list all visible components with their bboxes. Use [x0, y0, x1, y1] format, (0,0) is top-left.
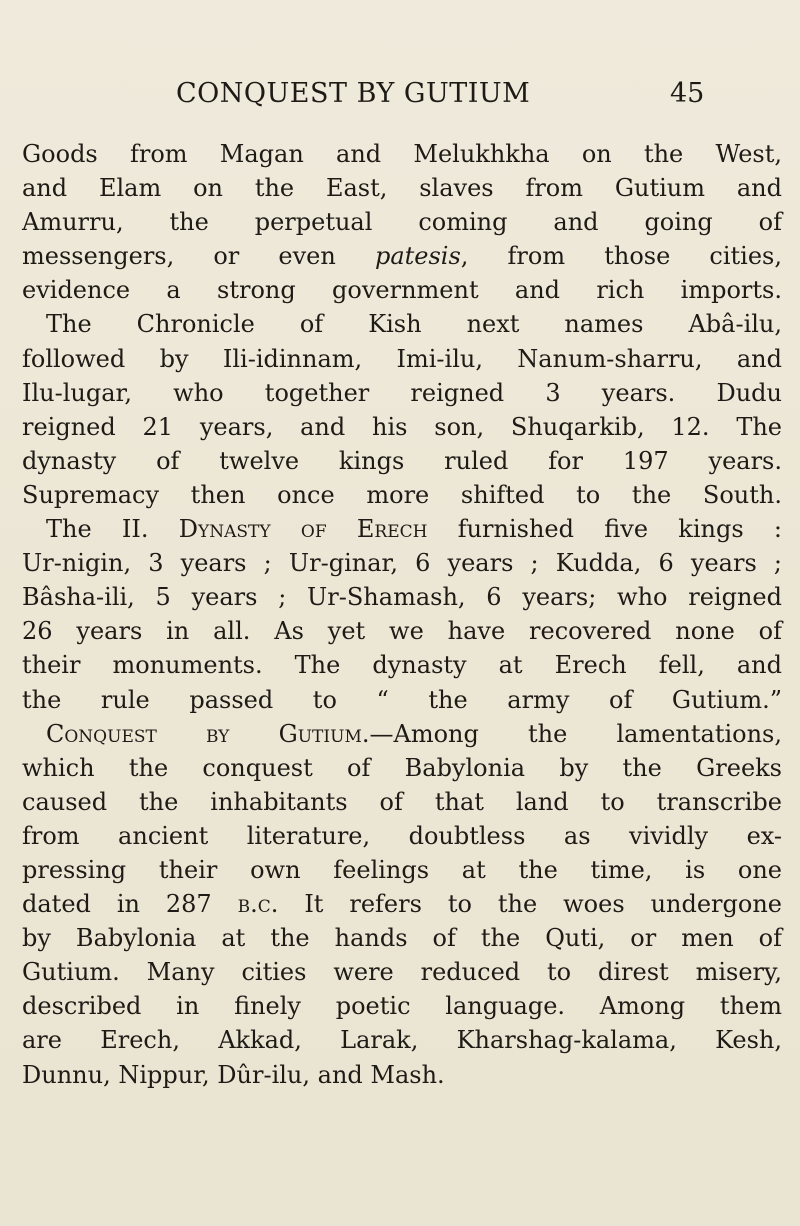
text-segment: pressing their own feelings at the time, is one: [22, 855, 782, 884]
text-segment: Gutium. Many cities were reduced to direst misery,: [22, 958, 782, 987]
text-segment: The II.: [46, 515, 179, 544]
text-line: [22, 478, 782, 512]
text-segment: It refers to the woes undergone: [278, 890, 782, 919]
text-segment: furnished five kings :: [427, 515, 783, 544]
text-line: [22, 785, 782, 819]
running-head: [0, 78, 800, 118]
text-line: [22, 921, 782, 955]
text-line: [22, 273, 782, 307]
text-line: [22, 580, 782, 614]
text-segment: The Chronicle of Kish next names Abâ-ilu,: [46, 310, 782, 339]
text-segment: evidence a strong government and rich imports.: [22, 276, 782, 305]
text-segment: —Among the lamentations,: [369, 719, 782, 748]
text-segment: which the conquest of Babylonia by the Greeks: [22, 753, 782, 782]
text-segment: their monuments. The dynasty at Erech fell, and: [22, 651, 782, 680]
small-caps-heading: Conquest by Gutium.: [46, 719, 370, 748]
text-line: [22, 1023, 782, 1057]
body-text: [22, 137, 782, 1092]
text-line: [22, 955, 782, 989]
text-line: [22, 205, 782, 239]
paragraph-first-line: [22, 717, 782, 751]
text-line: [22, 648, 782, 682]
text-line: [22, 444, 782, 478]
text-line: [22, 1058, 782, 1092]
text-line: [22, 239, 782, 273]
text-segment: are Erech, Akkad, Larak, Kharshag-kalama, Kesh,: [22, 1026, 782, 1055]
text-segment: dated in 287: [22, 890, 238, 919]
text-segment: Amurru, the perpetual coming and going of: [22, 208, 782, 237]
text-segment: Bâsha-ili, 5 years ; Ur-Shamash, 6 years; who reigned: [22, 583, 782, 612]
text-segment: and Elam on the East, slaves from Gutium and: [22, 174, 782, 203]
paragraph-first-line: [22, 512, 782, 546]
text-line: [22, 819, 782, 853]
text-line: [22, 137, 782, 171]
text-line: [22, 171, 782, 205]
text-segment: Ur-nigin, 3 years ; Ur-ginar, 6 years ; Kudda, 6 years ;: [22, 549, 782, 578]
text-segment: caused the inhabitants of that land to transcribe: [22, 787, 782, 816]
text-segment: Goods from Magan and Melukhkha on the West,: [22, 140, 782, 168]
text-segment: 26 years in all. As yet we have recovered none of: [22, 617, 782, 646]
text-segment: Dunnu, Nippur, Dûr-ilu, and Mash.: [22, 1060, 445, 1089]
text-line: [22, 614, 782, 648]
small-caps-heading: b.c.: [237, 890, 279, 919]
text-line: [22, 989, 782, 1023]
text-line: [22, 342, 782, 376]
text-line: [22, 853, 782, 887]
text-line: [22, 751, 782, 785]
text-segment: by Babylonia at the hands of the Quti, or men of: [22, 924, 782, 953]
text-segment: described in finely poetic language. Among them: [22, 992, 782, 1021]
small-caps-heading: Dynasty of Erech: [178, 515, 428, 544]
text-line: [22, 376, 782, 410]
text-segment: reigned 21 years, and his son, Shuqarkib, 12. The: [22, 412, 782, 441]
text-line: [22, 683, 782, 717]
italic-term: patesis: [374, 242, 461, 271]
text-segment: from ancient literature, doubtless as vividly ex-: [22, 821, 782, 850]
text-segment: followed by Ili-idinnam, Imi-ilu, Nanum-sharru, and: [22, 344, 782, 373]
text-segment: the rule passed to “ the army of Gutium.”: [22, 685, 782, 714]
page-number: 45: [670, 78, 705, 109]
text-line: [22, 410, 782, 444]
text-line: [22, 546, 782, 580]
text-segment: , from those cities,: [460, 242, 783, 271]
text-segment: Supremacy then once more shifted to the South.: [22, 480, 782, 509]
paragraph-first-line: [22, 307, 782, 341]
text-segment: dynasty of twelve kings ruled for 197 years.: [22, 446, 782, 475]
text-segment: messengers, or even: [22, 242, 375, 271]
text-segment: Ilu-lugar, who together reigned 3 years. Dudu: [22, 378, 782, 407]
running-title: CONQUEST BY GUTIUM: [176, 78, 531, 109]
text-line: [22, 887, 782, 921]
